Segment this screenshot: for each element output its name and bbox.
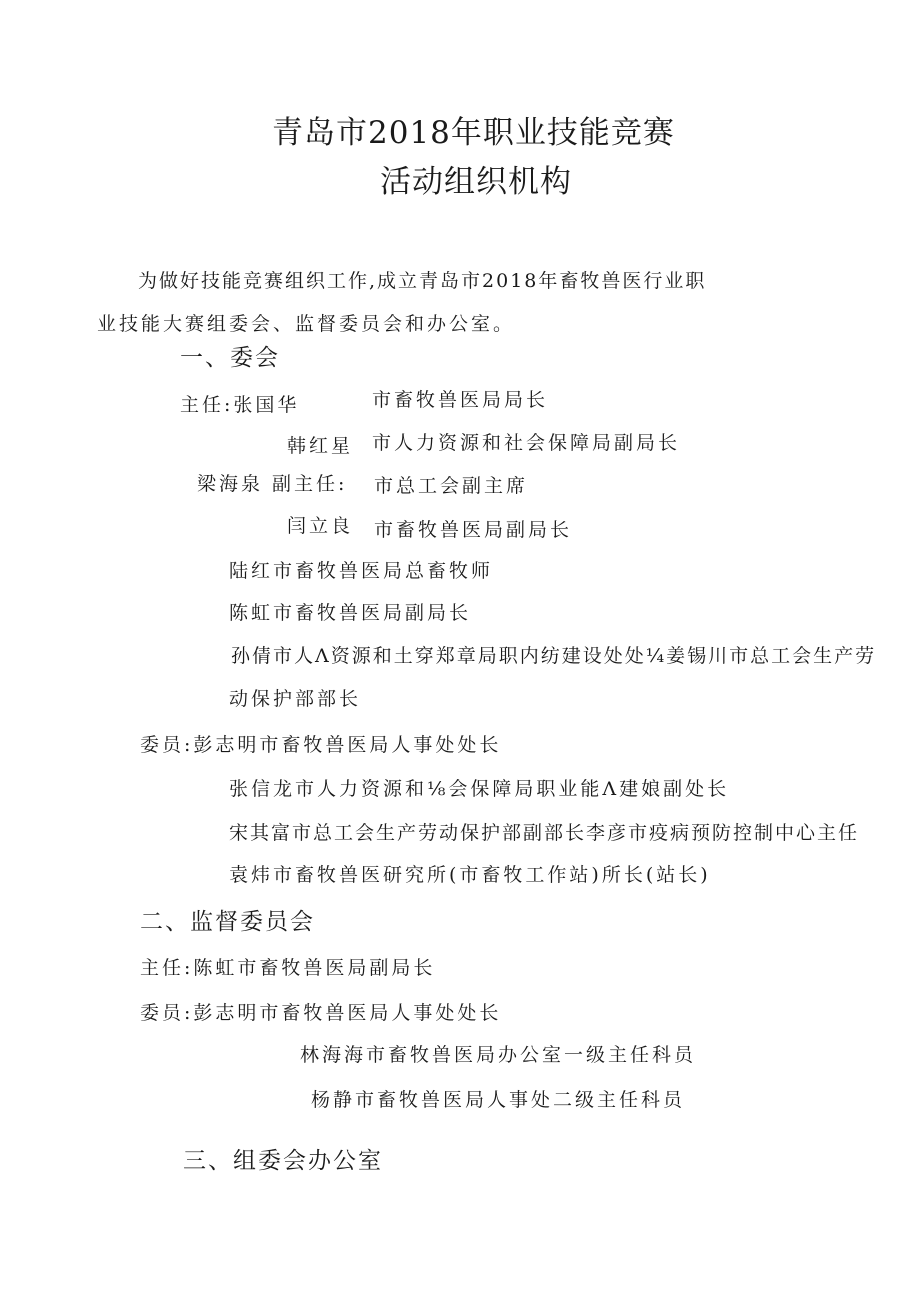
committee-member-line: 孙倩市人Λ资源和土穿郑章局职内纺建设处处¼姜锡川市总工会生产劳 (231, 645, 877, 667)
committee-member-title: 市人力资源和社会保障局副局长 (372, 432, 681, 454)
section-3-heading: 三、组委会办公室 (183, 1148, 383, 1174)
committee-member-line: 袁炜市畜牧兽医研究所(市畜牧工作站)所长(站长) (229, 864, 711, 886)
intro-line-2: 业技能大赛组委会、监督委员会和办公室。 (97, 313, 516, 335)
committee-members-label: 委员:彭志明市畜牧兽医局人事处处长 (140, 734, 502, 756)
supervisory-members-line: 委员:彭志明市畜牧兽医局人事处处长 (140, 1002, 502, 1024)
intro-line-1: 为做好技能竞赛组织工作,成立青岛市2018年畜牧兽医行业职 (138, 270, 707, 292)
committee-member-title: 市总工会副主席 (374, 475, 529, 497)
committee-member-name: 闫立良 (287, 515, 354, 537)
document-title-line-2: 活动组织机构 (380, 164, 572, 200)
committee-member-title: 市畜牧兽医局副局长 (374, 519, 573, 541)
supervisory-member-line: 林海海市畜牧兽医局办公室一级主任科员 (300, 1044, 697, 1066)
supervisory-member-line: 杨静市畜牧兽医局人事处二级主任科员 (311, 1089, 686, 1111)
committee-member-name: 梁海泉 副主任: (197, 473, 348, 495)
committee-director-title: 市畜牧兽医局局长 (372, 389, 549, 411)
committee-member-line: 陈虹市畜牧兽医局副局长 (229, 602, 472, 624)
section-2-heading: 二、监督委员会 (140, 909, 315, 935)
document-title-line-1: 青岛市2018年职业技能竞赛 (272, 115, 675, 151)
committee-member-line: 张信龙市人力资源和⅛会保障局职业能Λ建娘副处长 (229, 778, 730, 800)
supervisory-director-line: 主任:陈虹市畜牧兽医局副局长 (140, 957, 436, 979)
committee-member-line: 动保护部部长 (229, 688, 362, 710)
committee-member-line: 宋其富市总工会生产劳动保护部副部长李彦市疫病预防控制中心主任 (229, 822, 860, 844)
committee-member-name: 韩红星 (287, 435, 354, 457)
committee-member-line: 陆红市畜牧兽医局总畜牧师 (229, 560, 494, 582)
section-1-heading: 一、委会 (180, 345, 280, 371)
committee-director-label: 主任:张国华 (180, 394, 300, 416)
